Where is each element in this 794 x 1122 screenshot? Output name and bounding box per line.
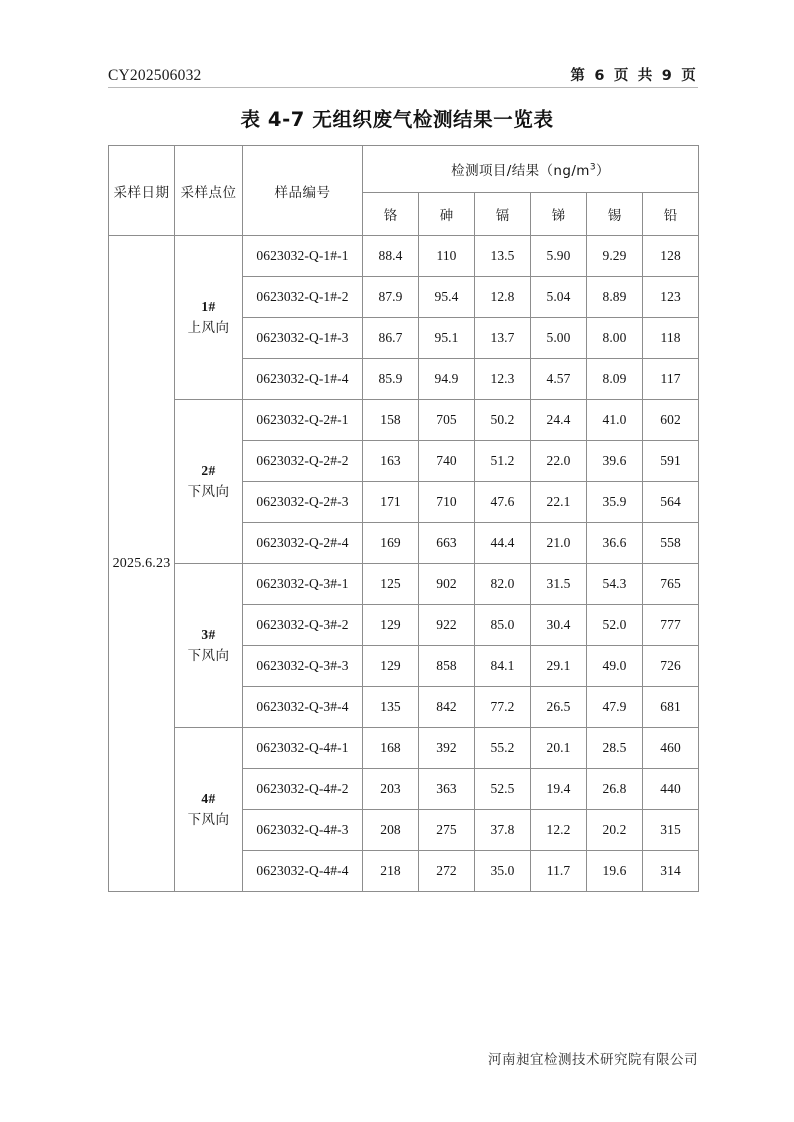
measurement-value-cell: 5.04 — [531, 277, 587, 318]
table-row — [109, 400, 699, 441]
measurement-value-cell: 41.0 — [587, 400, 643, 441]
site-number: 4# — [201, 791, 216, 807]
measurement-value-cell: 51.2 — [475, 441, 531, 482]
site-number: 2# — [201, 463, 216, 479]
table-row — [109, 236, 699, 277]
measurement-value-cell: 24.4 — [531, 400, 587, 441]
measurement-value-cell: 777 — [643, 605, 699, 646]
measurement-value-cell: 20.1 — [531, 728, 587, 769]
table-row — [109, 728, 699, 769]
sample-number-cell: 0623032-Q-4#-3 — [243, 810, 363, 851]
sample-number-cell: 0623032-Q-1#-3 — [243, 318, 363, 359]
measurement-value-cell: 21.0 — [531, 523, 587, 564]
measurement-value-cell: 12.3 — [475, 359, 531, 400]
results-table — [108, 145, 699, 892]
report-code: CY202506032 — [108, 67, 202, 84]
sample-number-cell: 0623032-Q-2#-1 — [243, 400, 363, 441]
sample-number-cell: 0623032-Q-3#-1 — [243, 564, 363, 605]
measurement-value-cell: 50.2 — [475, 400, 531, 441]
measurement-value-cell: 602 — [643, 400, 699, 441]
column-header-analyte: 砷 — [419, 193, 475, 236]
column-header-analyte: 锑 — [531, 193, 587, 236]
measurement-value-cell: 740 — [419, 441, 475, 482]
table-body — [109, 236, 699, 892]
measurement-value-cell: 591 — [643, 441, 699, 482]
measurement-value-cell: 128 — [643, 236, 699, 277]
measurement-value-cell: 13.5 — [475, 236, 531, 277]
measurement-value-cell: 765 — [643, 564, 699, 605]
column-header-date: 采样日期 — [109, 146, 175, 236]
sample-number-cell: 0623032-Q-2#-4 — [243, 523, 363, 564]
measurement-value-cell: 11.7 — [531, 851, 587, 892]
analyte-group-prefix: 检测项目/结果（ng/m — [451, 163, 590, 179]
measurement-value-cell: 663 — [419, 523, 475, 564]
page-title: 表 4-7 无组织废气检测结果一览表 — [240, 108, 554, 131]
measurement-value-cell: 110 — [419, 236, 475, 277]
measurement-value-cell: 125 — [363, 564, 419, 605]
measurement-value-cell: 37.8 — [475, 810, 531, 851]
measurement-value-cell: 47.9 — [587, 687, 643, 728]
measurement-value-cell: 52.0 — [587, 605, 643, 646]
measurement-value-cell: 460 — [643, 728, 699, 769]
measurement-value-cell: 902 — [419, 564, 475, 605]
table-row — [109, 564, 699, 605]
measurement-value-cell: 858 — [419, 646, 475, 687]
measurement-value-cell: 117 — [643, 359, 699, 400]
measurement-value-cell: 35.9 — [587, 482, 643, 523]
measurement-value-cell: 44.4 — [475, 523, 531, 564]
measurement-value-cell: 77.2 — [475, 687, 531, 728]
measurement-value-cell: 922 — [419, 605, 475, 646]
measurement-value-cell: 681 — [643, 687, 699, 728]
measurement-value-cell: 564 — [643, 482, 699, 523]
table-header — [109, 146, 699, 236]
measurement-value-cell: 118 — [643, 318, 699, 359]
measurement-value-cell: 203 — [363, 769, 419, 810]
sampling-site-cell — [175, 400, 243, 564]
measurement-value-cell: 135 — [363, 687, 419, 728]
measurement-value-cell: 171 — [363, 482, 419, 523]
measurement-value-cell: 8.89 — [587, 277, 643, 318]
site-direction: 下风向 — [187, 811, 230, 828]
sample-number-cell: 0623032-Q-1#-4 — [243, 359, 363, 400]
site-direction: 下风向 — [187, 483, 230, 500]
measurement-value-cell: 218 — [363, 851, 419, 892]
measurement-value-cell: 36.6 — [587, 523, 643, 564]
measurement-value-cell: 208 — [363, 810, 419, 851]
measurement-value-cell: 19.4 — [531, 769, 587, 810]
measurement-value-cell: 30.4 — [531, 605, 587, 646]
measurement-value-cell: 440 — [643, 769, 699, 810]
results-table-container — [108, 145, 698, 892]
measurement-value-cell: 272 — [419, 851, 475, 892]
sample-number-cell: 0623032-Q-1#-2 — [243, 277, 363, 318]
measurement-value-cell: 12.8 — [475, 277, 531, 318]
measurement-value-cell: 158 — [363, 400, 419, 441]
measurement-value-cell: 26.5 — [531, 687, 587, 728]
sample-number-cell: 0623032-Q-3#-2 — [243, 605, 363, 646]
sample-number-cell: 0623032-Q-4#-4 — [243, 851, 363, 892]
measurement-value-cell: 169 — [363, 523, 419, 564]
measurement-value-cell: 392 — [419, 728, 475, 769]
page-footer-company: 河南昶宜检测技术研究院有限公司 — [488, 1052, 698, 1068]
measurement-value-cell: 705 — [419, 400, 475, 441]
measurement-value-cell: 55.2 — [475, 728, 531, 769]
column-header-site: 采样点位 — [175, 146, 243, 236]
sample-number-cell: 0623032-Q-3#-3 — [243, 646, 363, 687]
site-direction: 下风向 — [187, 647, 230, 664]
measurement-value-cell: 82.0 — [475, 564, 531, 605]
column-header-analyte: 镉 — [475, 193, 531, 236]
column-header-analyte: 铬 — [363, 193, 419, 236]
measurement-value-cell: 95.4 — [419, 277, 475, 318]
measurement-value-cell: 12.2 — [531, 810, 587, 851]
site-number: 1# — [201, 299, 216, 315]
measurement-value-cell: 85.9 — [363, 359, 419, 400]
measurement-value-cell: 84.1 — [475, 646, 531, 687]
sample-number-cell: 0623032-Q-3#-4 — [243, 687, 363, 728]
measurement-value-cell: 314 — [643, 851, 699, 892]
sampling-site-cell — [175, 564, 243, 728]
sample-number-cell: 0623032-Q-4#-2 — [243, 769, 363, 810]
measurement-value-cell: 22.1 — [531, 482, 587, 523]
measurement-value-cell: 710 — [419, 482, 475, 523]
page-running-header — [108, 62, 698, 88]
measurement-value-cell: 31.5 — [531, 564, 587, 605]
column-header-analyte-group — [363, 146, 699, 193]
sample-number-cell: 0623032-Q-4#-1 — [243, 728, 363, 769]
measurement-value-cell: 35.0 — [475, 851, 531, 892]
measurement-value-cell: 85.0 — [475, 605, 531, 646]
analyte-group-superscript: 3 — [589, 162, 596, 173]
sampling-site-cell — [175, 728, 243, 892]
measurement-value-cell: 558 — [643, 523, 699, 564]
measurement-value-cell: 88.4 — [363, 236, 419, 277]
measurement-value-cell: 129 — [363, 605, 419, 646]
measurement-value-cell: 8.09 — [587, 359, 643, 400]
sampling-site-cell — [175, 236, 243, 400]
site-direction: 上风向 — [187, 319, 230, 336]
measurement-value-cell: 275 — [419, 810, 475, 851]
measurement-value-cell: 49.0 — [587, 646, 643, 687]
measurement-value-cell: 20.2 — [587, 810, 643, 851]
measurement-value-cell: 22.0 — [531, 441, 587, 482]
column-header-analyte: 锡 — [587, 193, 643, 236]
measurement-value-cell: 5.00 — [531, 318, 587, 359]
measurement-value-cell: 726 — [643, 646, 699, 687]
measurement-value-cell: 8.00 — [587, 318, 643, 359]
analyte-group-suffix: ） — [596, 163, 610, 179]
sampling-date-cell: 2025.6.23 — [109, 236, 175, 892]
measurement-value-cell: 123 — [643, 277, 699, 318]
column-header-analyte: 铅 — [643, 193, 699, 236]
measurement-value-cell: 13.7 — [475, 318, 531, 359]
measurement-value-cell: 19.6 — [587, 851, 643, 892]
measurement-value-cell: 163 — [363, 441, 419, 482]
column-header-sample-no: 样品编号 — [243, 146, 363, 236]
measurement-value-cell: 39.6 — [587, 441, 643, 482]
measurement-value-cell: 87.9 — [363, 277, 419, 318]
measurement-value-cell: 842 — [419, 687, 475, 728]
measurement-value-cell: 129 — [363, 646, 419, 687]
measurement-value-cell: 86.7 — [363, 318, 419, 359]
measurement-value-cell: 52.5 — [475, 769, 531, 810]
measurement-value-cell: 54.3 — [587, 564, 643, 605]
measurement-value-cell: 168 — [363, 728, 419, 769]
measurement-value-cell: 315 — [643, 810, 699, 851]
site-number: 3# — [201, 627, 216, 643]
measurement-value-cell: 95.1 — [419, 318, 475, 359]
measurement-value-cell: 4.57 — [531, 359, 587, 400]
sample-number-cell: 0623032-Q-2#-3 — [243, 482, 363, 523]
measurement-value-cell: 29.1 — [531, 646, 587, 687]
sample-number-cell: 0623032-Q-2#-2 — [243, 441, 363, 482]
measurement-value-cell: 363 — [419, 769, 475, 810]
measurement-value-cell: 26.8 — [587, 769, 643, 810]
measurement-value-cell: 9.29 — [587, 236, 643, 277]
sample-number-cell: 0623032-Q-1#-1 — [243, 236, 363, 277]
measurement-value-cell: 5.90 — [531, 236, 587, 277]
measurement-value-cell: 28.5 — [587, 728, 643, 769]
measurement-value-cell: 47.6 — [475, 482, 531, 523]
page-number-label: 第 6 页 共 9 页 — [570, 68, 698, 84]
measurement-value-cell: 94.9 — [419, 359, 475, 400]
